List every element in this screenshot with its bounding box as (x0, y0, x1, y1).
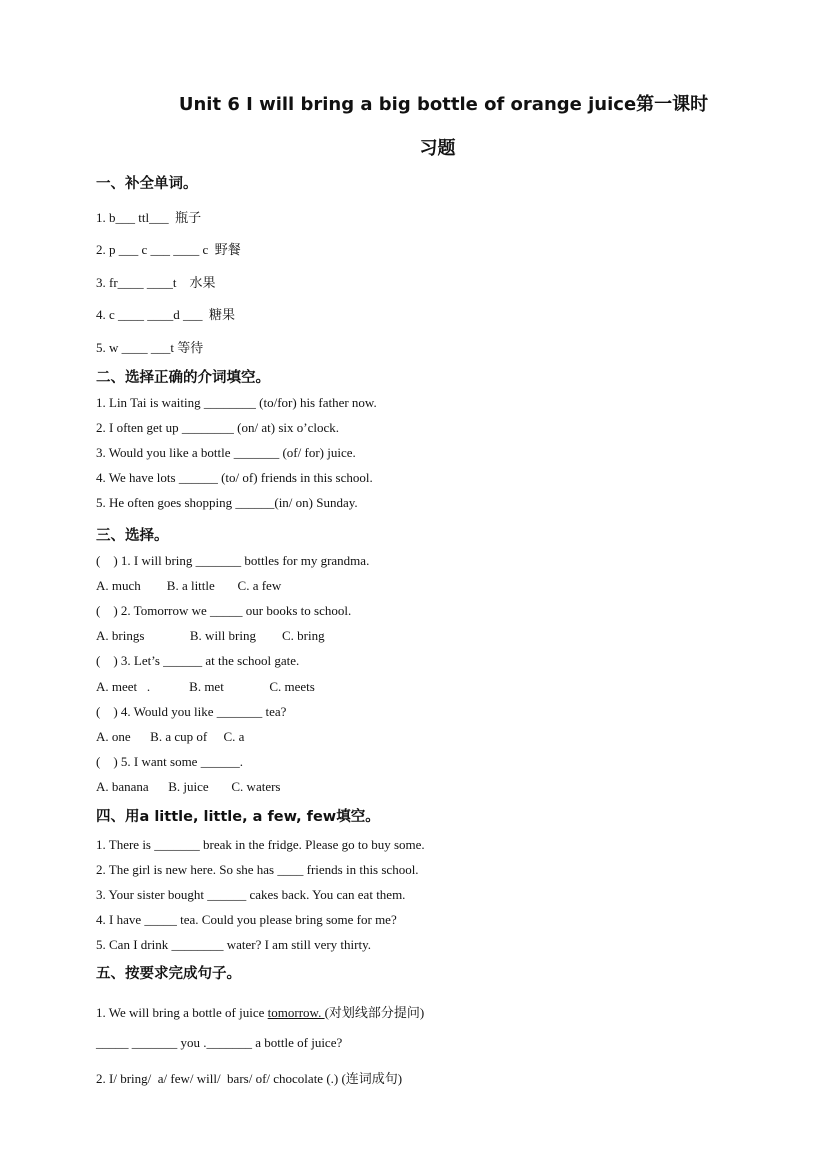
section-2-heading: 二、选择正确的介词填空。 (96, 370, 270, 386)
section-1-item: 5. w ____ ___t 等待 (96, 340, 204, 355)
section-3-options: A. much B. a little C. a few (96, 578, 282, 593)
section-4-item: 4. I have _____ tea. Could you please bring some for me? (96, 912, 397, 927)
section-5-heading: 五、按要求完成句子。 (96, 966, 241, 982)
section-3-question: ( ) 4. Would you like _______ tea? (96, 704, 287, 719)
section-3-heading: 三、选择。 (96, 528, 169, 544)
section-1-heading: 一、补全单词。 (96, 176, 198, 192)
section-4-item: 2. The girl is new here. So she has ____ friends in this school. (96, 862, 419, 877)
section-3-question: ( ) 1. I will bring _______ bottles for my grandma. (96, 553, 370, 568)
item-1-instruction: (对划线部分提问) (324, 1005, 425, 1020)
section-3-options: A. banana B. juice C. waters (96, 779, 281, 794)
section-2-item: 1. Lin Tai is waiting ________ (to/for) his father now. (96, 395, 377, 410)
section-3-question: ( ) 5. I want some ______. (96, 754, 243, 769)
section-4-heading: 四、用a little, little, a few, few填空。 (96, 809, 380, 825)
section-5-item-1-answer: _____ _______ you ._______ a bottle of juice? (96, 1035, 343, 1050)
section-3-options: A. meet . B. met C. meets (96, 679, 315, 694)
section-2-item: 5. He often goes shopping ______(in/ on) Sunday. (96, 495, 358, 510)
page-subtitle: 习题 (419, 138, 456, 159)
section-3-options: A. one B. a cup of C. a (96, 729, 245, 744)
section-1-item: 4. c ____ ____d ___ 糖果 (96, 307, 236, 322)
item-1-prefix: 1. We will bring a bottle of juice (96, 1005, 268, 1020)
section-3-question: ( ) 2. Tomorrow we _____ our books to school. (96, 603, 352, 618)
section-2-item: 4. We have lots ______ (to/ of) friends in this school. (96, 470, 373, 485)
section-1-item: 2. p ___ c ___ ____ c 野餐 (96, 242, 241, 257)
section-1-item: 3. fr____ ____t 水果 (96, 275, 216, 290)
section-4-item: 5. Can I drink ________ water? I am still very thirty. (96, 937, 371, 952)
section-3-options: A. brings B. will bring C. bring (96, 628, 325, 643)
section-5-item-2: 2. I/ bring/ a/ few/ will/ bars/ of/ chocolate (.) (连词成句) (96, 1071, 403, 1086)
section-4-item: 3. Your sister bought ______ cakes back. You can eat them. (96, 887, 406, 902)
section-5-item-1 (96, 1002, 424, 1021)
underlined-word: tomorrow. (267, 1005, 325, 1020)
section-2-item: 2. I often get up ________ (on/ at) six o’clock. (96, 420, 339, 435)
section-3-question: ( ) 3. Let’s ______ at the school gate. (96, 653, 300, 668)
page-title: Unit 6 I will bring a big bottle of orange juice第一课时 (178, 94, 709, 115)
section-4-item: 1. There is _______ break in the fridge. Please go to buy some. (96, 837, 425, 852)
section-1-item: 1. b___ ttl___ 瓶子 (96, 210, 202, 225)
section-2-item: 3. Would you like a bottle _______ (of/ for) juice. (96, 445, 356, 460)
